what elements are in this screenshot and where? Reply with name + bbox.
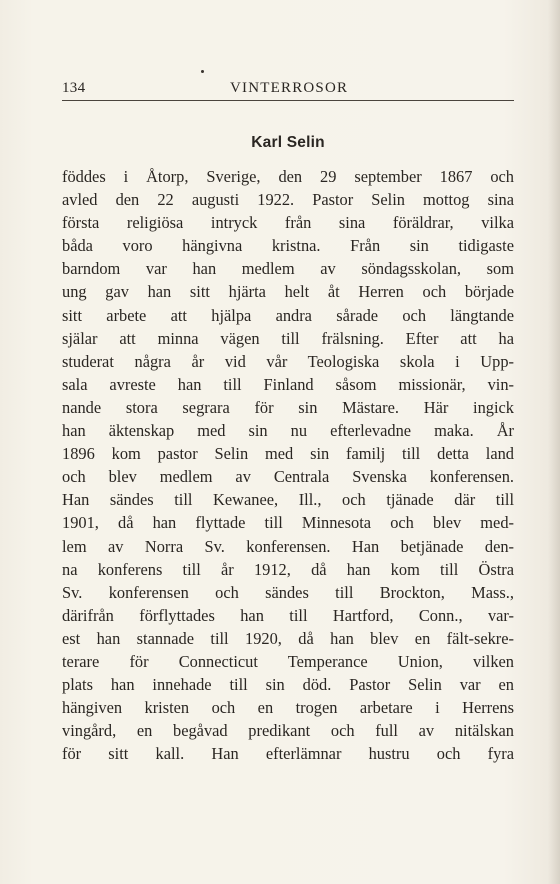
page-number: 134 [62,80,86,96]
text-line: 1896 kom pastor Selin med sin familj till detta land [62,444,514,464]
text-line: 1901, då han flyttade till Minnesota och blev med- [62,513,514,533]
text-line: och blev medlem av Centrala Svenska konferensen. [62,467,514,487]
page-edge-shadow [548,0,560,884]
body-text [62,165,514,765]
text-line: avled den 22 augusti 1922. Pastor Selin mottog sina [62,190,514,210]
text-line: första religiösa intryck från sina föräldrar, vilka [62,213,514,233]
text-line: hängiven kristen och en trogen arbetare i Herrens [62,698,514,718]
text-line: båda voro hängivna kristna. Från sin tidigaste [62,236,514,256]
running-title: VINTERROSOR [230,80,349,96]
text-line: sitt arbete att hjälpa andra sårade och längtande [62,305,514,325]
text-line: Sv. konferensen och sändes till Brockton, Mass., [62,582,514,602]
text-line: sala avreste han till Finland såsom missionär, vin- [62,374,514,394]
text-line: studerat några år vid vår Teologiska skola i Upp- [62,351,514,371]
text-line: ung gav han sitt hjärta helt åt Herren och började [62,282,514,302]
page-header [62,78,514,101]
text-line: terare för Connecticut Temperance Union, vilken [62,651,514,671]
text-line: est han stannade till 1920, då han blev en fält-sekre- [62,628,514,648]
text-line: na konferens till år 1912, då han kom till Östra [62,559,514,579]
text-line: nande stora segrara för sin Mästare. Här ingick [62,397,514,417]
text-line: barndom var han medlem av söndagsskolan, som [62,259,514,279]
text-line: plats han innehade till sin död. Pastor Selin var en [62,675,514,695]
text-line: för sitt kall. Han efterlämnar hustru och fyra [62,744,514,764]
text-line: lem av Norra Sv. konferensen. Han betjänade den- [62,536,514,556]
text-line: själar att minna vägen till frälsning. Efter att ha [62,328,514,348]
text-line: han äktenskap med sin nu efterlevadne maka. År [62,421,514,441]
text-line: Han sändes till Kewanee, Ill., och tjänade där till [62,490,514,510]
entry-heading: Karl Selin [251,134,325,151]
ink-speck [201,70,204,73]
text-line: föddes i Åtorp, Sverige, den 29 september 1867 och [62,167,514,186]
text-line: vingård, en begåvad predikant och full av nitälskan [62,721,514,741]
text-line: därifrån förflyttades han till Hartford, Conn., var- [62,605,514,625]
